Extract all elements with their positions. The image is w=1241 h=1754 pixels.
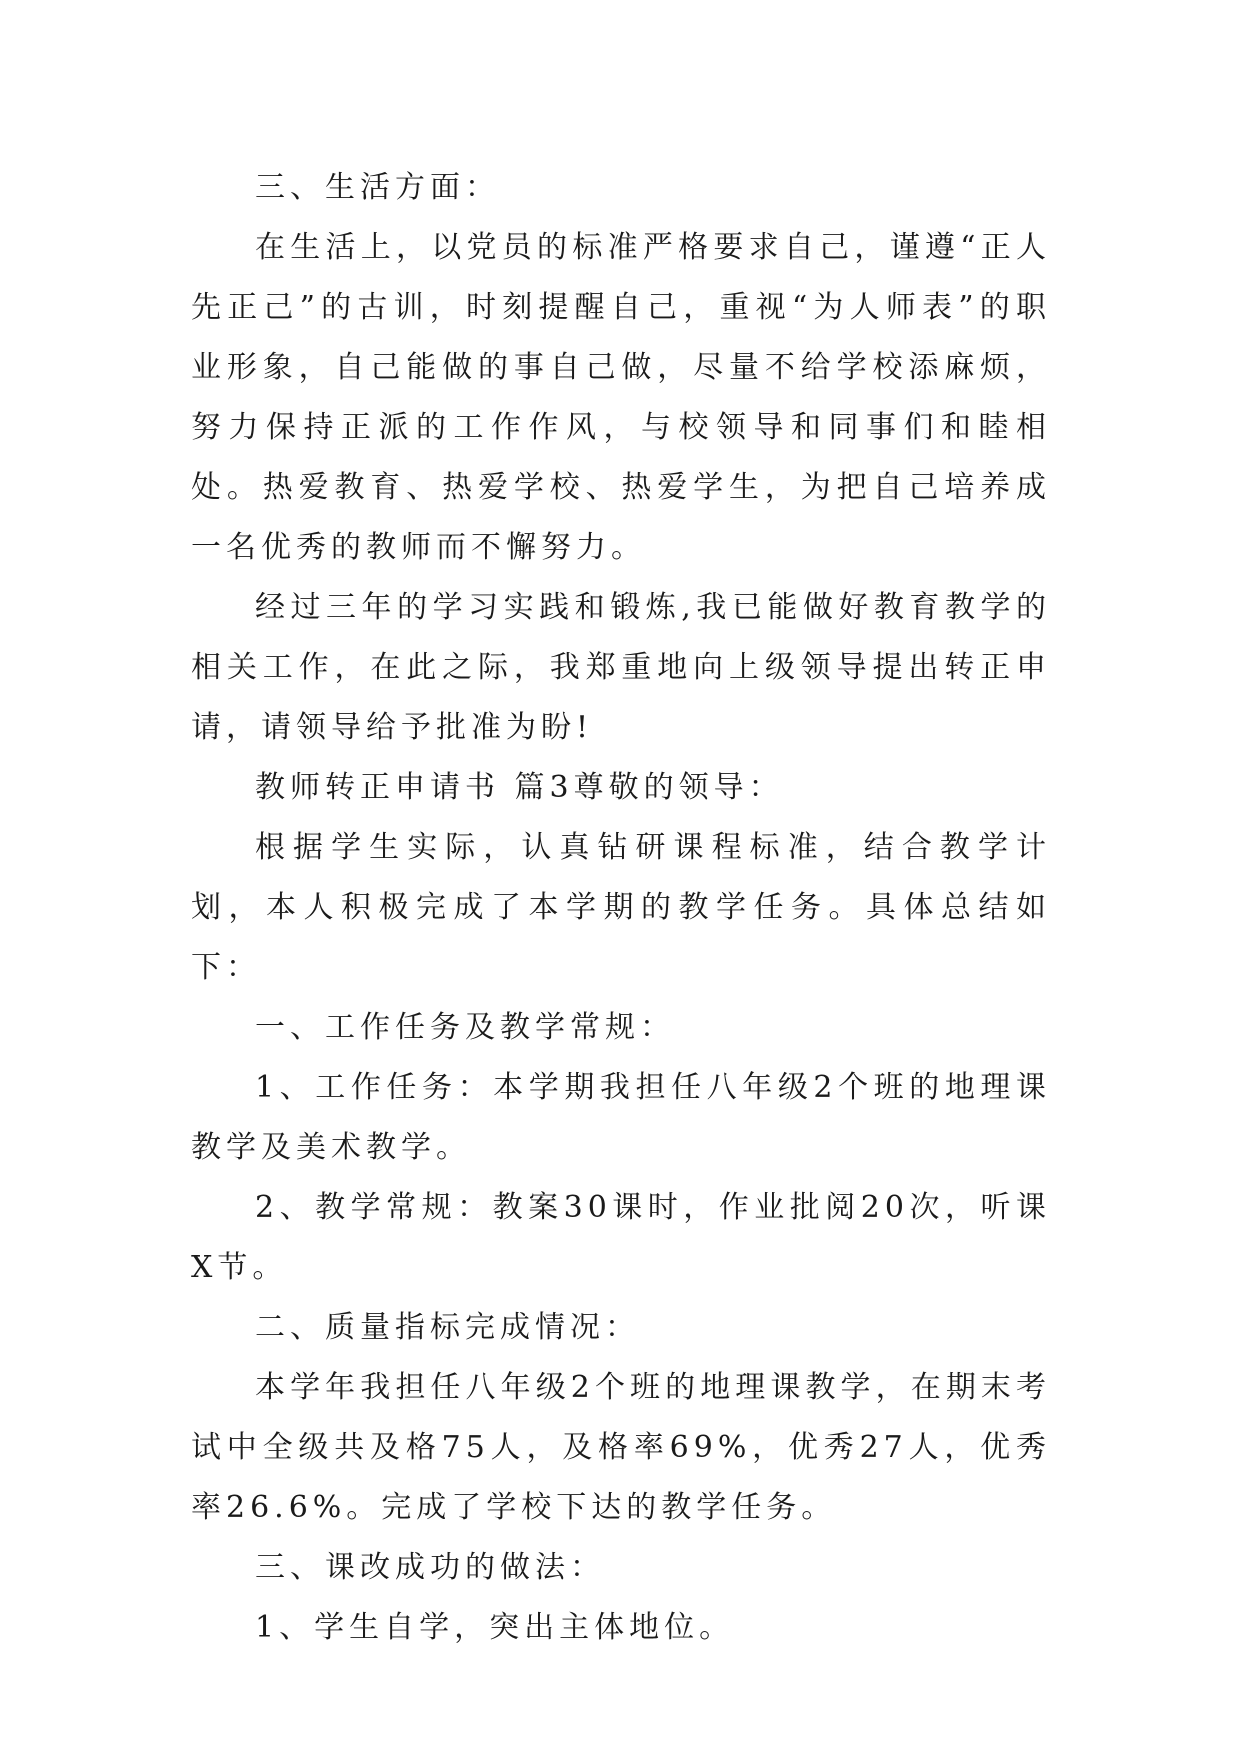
list-item-self-study: 1、学生自学，突出主体地位。 — [255, 1610, 735, 1645]
paragraph-life-conduct: 在生活上，以党员的标准严格要求自己，谨遵“正人先正己”的古训，时刻提醒自己，重视“为人师表”的职业形象，自己能做的事自己做，尽量不给学校添麻烦，努力保持正派的工作作风，与校领导和同事们和睦相处。热爱教育、热爱学校、热爱学生，为把自己培养成一名优秀的教师而不懈努力。 — [191, 230, 1051, 565]
list-item-work-tasks: 1、工作任务：本学期我担任八年级2个班的地理课教学及美术教学。 — [191, 1070, 1051, 1165]
article-title-salutation: 教师转正申请书 篇3尊敬的领导： — [255, 770, 784, 805]
list-item-teaching-routine: 2、教学常规：教案30课时，作业批阅20次，听课X节。 — [191, 1190, 1051, 1285]
paragraph-conversion-request: 经过三年的学习实践和锻炼,我已能做好教育教学的相关工作，在此之际，我郑重地向上级领导提出转正申请，请领导给予批准为盼! — [191, 590, 1051, 745]
document-body — [191, 158, 1051, 1658]
paragraph-quality-results: 本学年我担任八年级2个班的地理课教学，在期末考试中全级共及格75人，及格率69%，优秀27人，优秀率26.6%。完成了学校下达的教学任务。 — [191, 1370, 1051, 1525]
section-heading-quality: 二、质量指标完成情况： — [255, 1310, 640, 1345]
paragraph-summary-intro: 根据学生实际，认真钻研课程标准，结合教学计划，本人积极完成了本学期的教学任务。具体总结如下： — [191, 830, 1051, 985]
section-heading-reform: 三、课改成功的做法： — [255, 1550, 605, 1585]
section-heading-life: 三、生活方面： — [255, 170, 500, 205]
section-heading-tasks: 一、工作任务及教学常规： — [255, 1010, 675, 1045]
